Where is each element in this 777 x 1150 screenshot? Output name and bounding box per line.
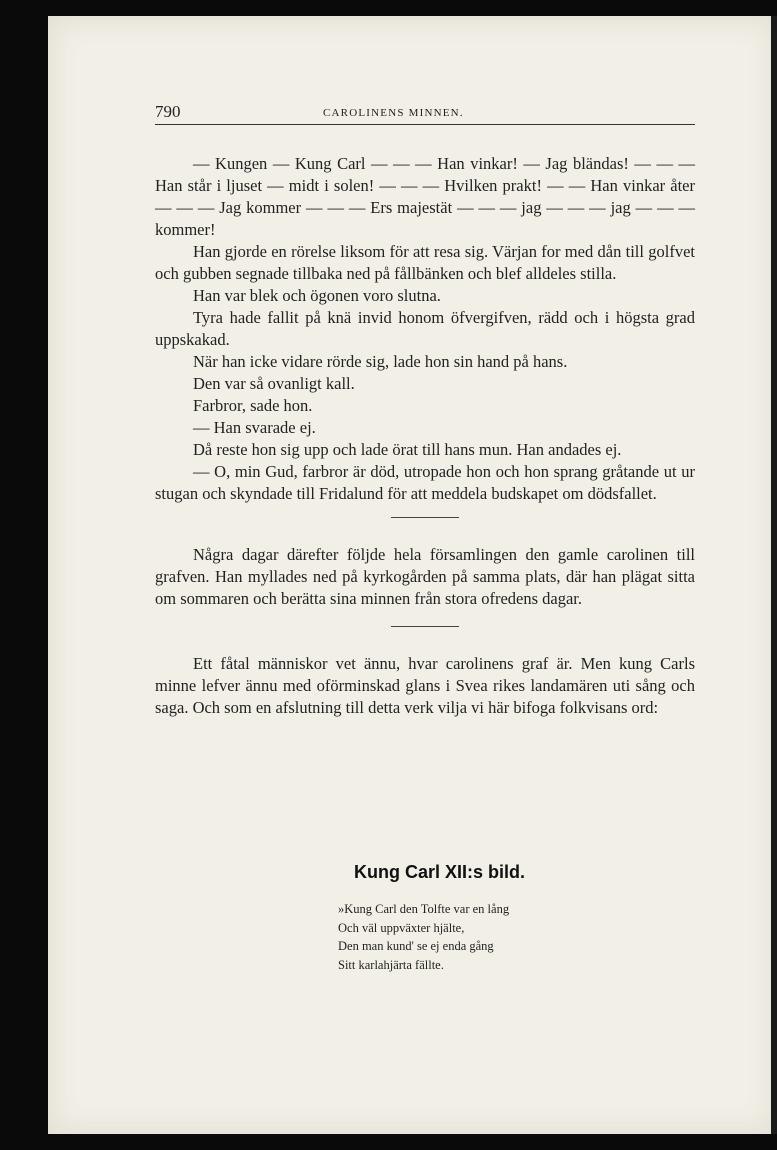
running-title: CAROLINENS MINNEN. [323,107,464,119]
paragraph: Han var blek och ögonen voro slutna. [193,286,441,305]
paragraph: Den var så ovanligt kall. [193,374,355,393]
page-header [155,102,695,125]
paragraph: Ett fåtal människor vet ännu, hvar carolinens graf är. Men kung Carls minne lefver ännu med oförminskad glans i Svea rikes landamären uti sång och saga. Och som en afslutning till detta verk vilja vi här bifoga folkvisans ord: [155,654,695,717]
book-page [48,16,777,1134]
verse-line: Sitt karlahjärta fällte. [338,957,444,972]
paragraph: — Kungen — Kung Carl — — — Han vinkar! — Jag bländas! — — — Han står i ljuset — midt i solen! — — — Hvilken prakt! — — Han vinkar åter — — — Jag kommer — — — Ers majestät — — — jag — — — jag — — — kommer! [155,154,695,239]
paragraph: När han icke vidare rörde sig, lade hon sin hand på hans. [193,352,568,371]
song-title: Kung Carl XII:s bild. [354,862,526,882]
section-divider [391,626,459,627]
verse-line: Den man kund' se ej enda gång [338,939,494,953]
verse-line: Och väl uppväxter hjälte, [338,920,465,935]
paragraph: — Han svarade ej. [193,418,316,437]
paragraph: Farbror, sade hon. [193,396,313,415]
body-text [155,153,695,719]
page-number: 790 [155,102,181,121]
verse-line: »Kung Carl den Tolfte var en lång [338,902,510,916]
paragraph: Han gjorde en rörelse liksom för att resa sig. Värjan for med dån till golfvet och gubben segnade tillbaka ned på fållbänken och blef alldeles stilla. [155,242,695,283]
verse [338,900,509,974]
paragraph: — O, min Gud, farbror är död, utropade hon och hon sprang gråtande ut ur stugan och skyndade till Fridalund för att meddela budskapet om dödsfallet. [155,462,695,503]
paragraph: Tyra hade fallit på knä invid honom öfvergifven, rädd och i högsta grad uppskakad. [155,308,695,349]
page-edge [771,16,777,1134]
paragraph: Då reste hon sig upp och lade örat till hans mun. Han andades ej. [193,440,622,459]
paragraph: Några dagar därefter följde hela församlingen den gamle carolinen till grafven. Han myllades ned på kyrkogården på samma plats, där han plägat sitta om sommaren och berätta sina minnen från stora ofredens dagar. [155,545,695,608]
section-divider [391,517,459,518]
